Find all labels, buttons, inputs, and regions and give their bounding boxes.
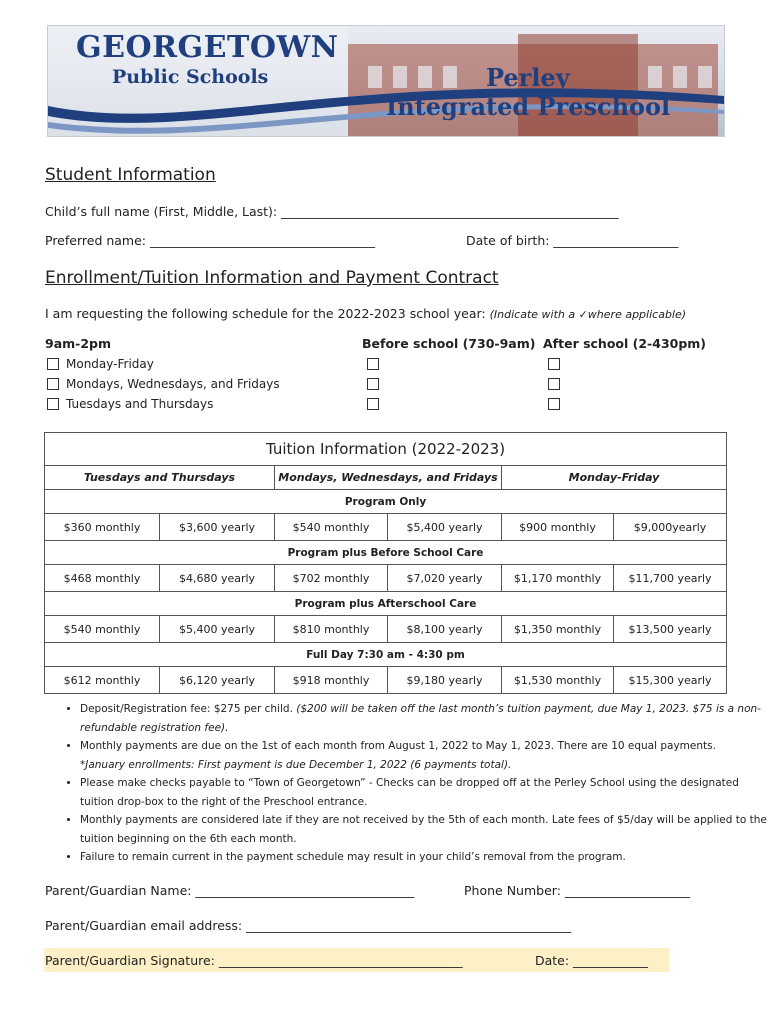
checkbox-mwf-before[interactable] [367, 378, 379, 390]
price-cell: $8,100 yearly [388, 616, 502, 643]
checkbox-mwf-after[interactable] [548, 378, 560, 390]
price-cell: $13,500 yearly [614, 616, 727, 643]
checkbox-tth-after[interactable] [548, 398, 560, 410]
checkbox-tth-before[interactable] [367, 398, 379, 410]
table-row [45, 565, 727, 592]
preferred-name-field[interactable]: Preferred name: ____________________________________ [45, 233, 375, 248]
tuition-table [44, 432, 727, 694]
table-row [45, 514, 727, 541]
price-cell: $360 monthly [45, 514, 160, 541]
price-cell: $702 monthly [275, 565, 388, 592]
price-cell: $5,400 yearly [388, 514, 502, 541]
note-deposit-main: Deposit/Registration fee: $275 per child. [80, 703, 297, 715]
price-cell: $918 monthly [275, 667, 388, 694]
checkbox-mf-before[interactable] [367, 358, 379, 370]
checkbox-mwf-9am-2pm[interactable] [47, 378, 59, 390]
price-cell: $540 monthly [45, 616, 160, 643]
phone-number-field[interactable]: Phone Number: ____________________ [464, 883, 690, 898]
price-cell: $1,530 monthly [502, 667, 614, 694]
note-monthly-due-main: Monthly payments are due on the 1st of each month from August 1, 2022 to May 1, 2023. There are 10 equal payments. [80, 740, 716, 752]
note-failure: • Failure to remain current in the payment schedule may result in your child’s removal from the program. [80, 848, 770, 867]
section-full-day: Full Day 7:30 am - 4:30 pm [45, 643, 727, 667]
note-monthly-due [80, 737, 770, 774]
note-checks: • Please make checks payable to “Town of Georgetown” - Checks can be dropped off at the Perley School using the designated tuition drop-box to the right of the Preschool entrance. [80, 774, 770, 811]
price-cell: $7,020 yearly [388, 565, 502, 592]
option-label-mwf: Mondays, Wednesdays, and Fridays [66, 377, 280, 391]
column-9am-2pm: 9am-2pm [45, 336, 112, 351]
price-cell: $6,120 yearly [160, 667, 275, 694]
price-cell: $9,180 yearly [388, 667, 502, 694]
header-banner [47, 25, 725, 137]
section-program-only: Program Only [45, 490, 727, 514]
note-late: • Monthly payments are considered late if they are not received by the 5th of each month. Late fees of $5/day will be applied to the tuition beginning on the 6th each month. [80, 811, 770, 848]
tuition-title: Tuition Information (2022-2023) [45, 433, 727, 466]
price-cell: $11,700 yearly [614, 565, 727, 592]
signature-date-field[interactable]: Date: ____________ [535, 953, 649, 968]
banner-title-perley: Perley [486, 63, 570, 92]
option-label-mf: Monday-Friday [66, 357, 154, 371]
price-cell: $468 monthly [45, 565, 160, 592]
student-info-heading: Student Information [45, 165, 216, 185]
price-cell: $3,600 yearly [160, 514, 275, 541]
price-cell: $540 monthly [275, 514, 388, 541]
option-label-tth: Tuesdays and Thursdays [66, 397, 214, 411]
note-january: *January enrollments: First payment is due December 1, 2022 (6 payments total). [80, 758, 512, 771]
header-mwf: Mondays, Wednesdays, and Fridays [275, 466, 502, 490]
note-deposit [80, 700, 770, 737]
guardian-name-field[interactable]: Parent/Guardian Name: ___________________________________ [45, 883, 415, 898]
payment-notes-list [38, 700, 770, 867]
guardian-signature-field[interactable]: Parent/Guardian Signature: _______________________________________ [45, 953, 463, 968]
schedule-request-label: I am requesting the following schedule for the 2022-2023 school year: [45, 306, 486, 321]
price-cell: $9,000yearly [614, 514, 727, 541]
checkbox-mf-after[interactable] [548, 358, 560, 370]
table-row [45, 667, 727, 694]
child-name-field[interactable]: Child’s full name (First, Middle, Last): ______________________________________________________ [45, 204, 619, 219]
checkbox-mf-9am-2pm[interactable] [47, 358, 59, 370]
guardian-email-field[interactable]: Parent/Guardian email address: ____________________________________________________ [45, 918, 572, 933]
checkbox-tth-9am-2pm[interactable] [47, 398, 59, 410]
note-deposit-detail: ($200 will be taken off the last month’s tuition payment, due May 1, 2023. $75 is a non-refundable registration fee). [80, 703, 761, 734]
header-mf: Monday-Friday [502, 466, 727, 490]
schedule-request-note: (Indicate with a ✓where applicable) [489, 308, 687, 321]
table-row [45, 616, 727, 643]
price-cell: $4,680 yearly [160, 565, 275, 592]
enrollment-heading: Enrollment/Tuition Information and Payment Contract [45, 268, 499, 288]
price-cell: $5,400 yearly [160, 616, 275, 643]
header-tth: Tuesdays and Thursdays [45, 466, 275, 490]
banner-title-georgetown: GEORGETOWN [76, 30, 339, 65]
section-afterschool: Program plus Afterschool Care [45, 592, 727, 616]
column-before-school: Before school (730-9am) [362, 336, 536, 351]
price-cell: $612 monthly [45, 667, 160, 694]
column-after-school: After school (2-430pm) [543, 336, 707, 351]
banner-title-public-schools: Public Schools [112, 66, 269, 88]
price-cell: $810 monthly [275, 616, 388, 643]
price-cell: $1,350 monthly [502, 616, 614, 643]
schedule-request-text [45, 306, 686, 321]
date-of-birth-field[interactable]: Date of birth: ____________________ [466, 233, 679, 248]
banner-title-preschool: Integrated Preschool [386, 92, 671, 121]
price-cell: $1,170 monthly [502, 565, 614, 592]
price-cell: $15,300 yearly [614, 667, 727, 694]
price-cell: $900 monthly [502, 514, 614, 541]
section-before-school: Program plus Before School Care [45, 541, 727, 565]
